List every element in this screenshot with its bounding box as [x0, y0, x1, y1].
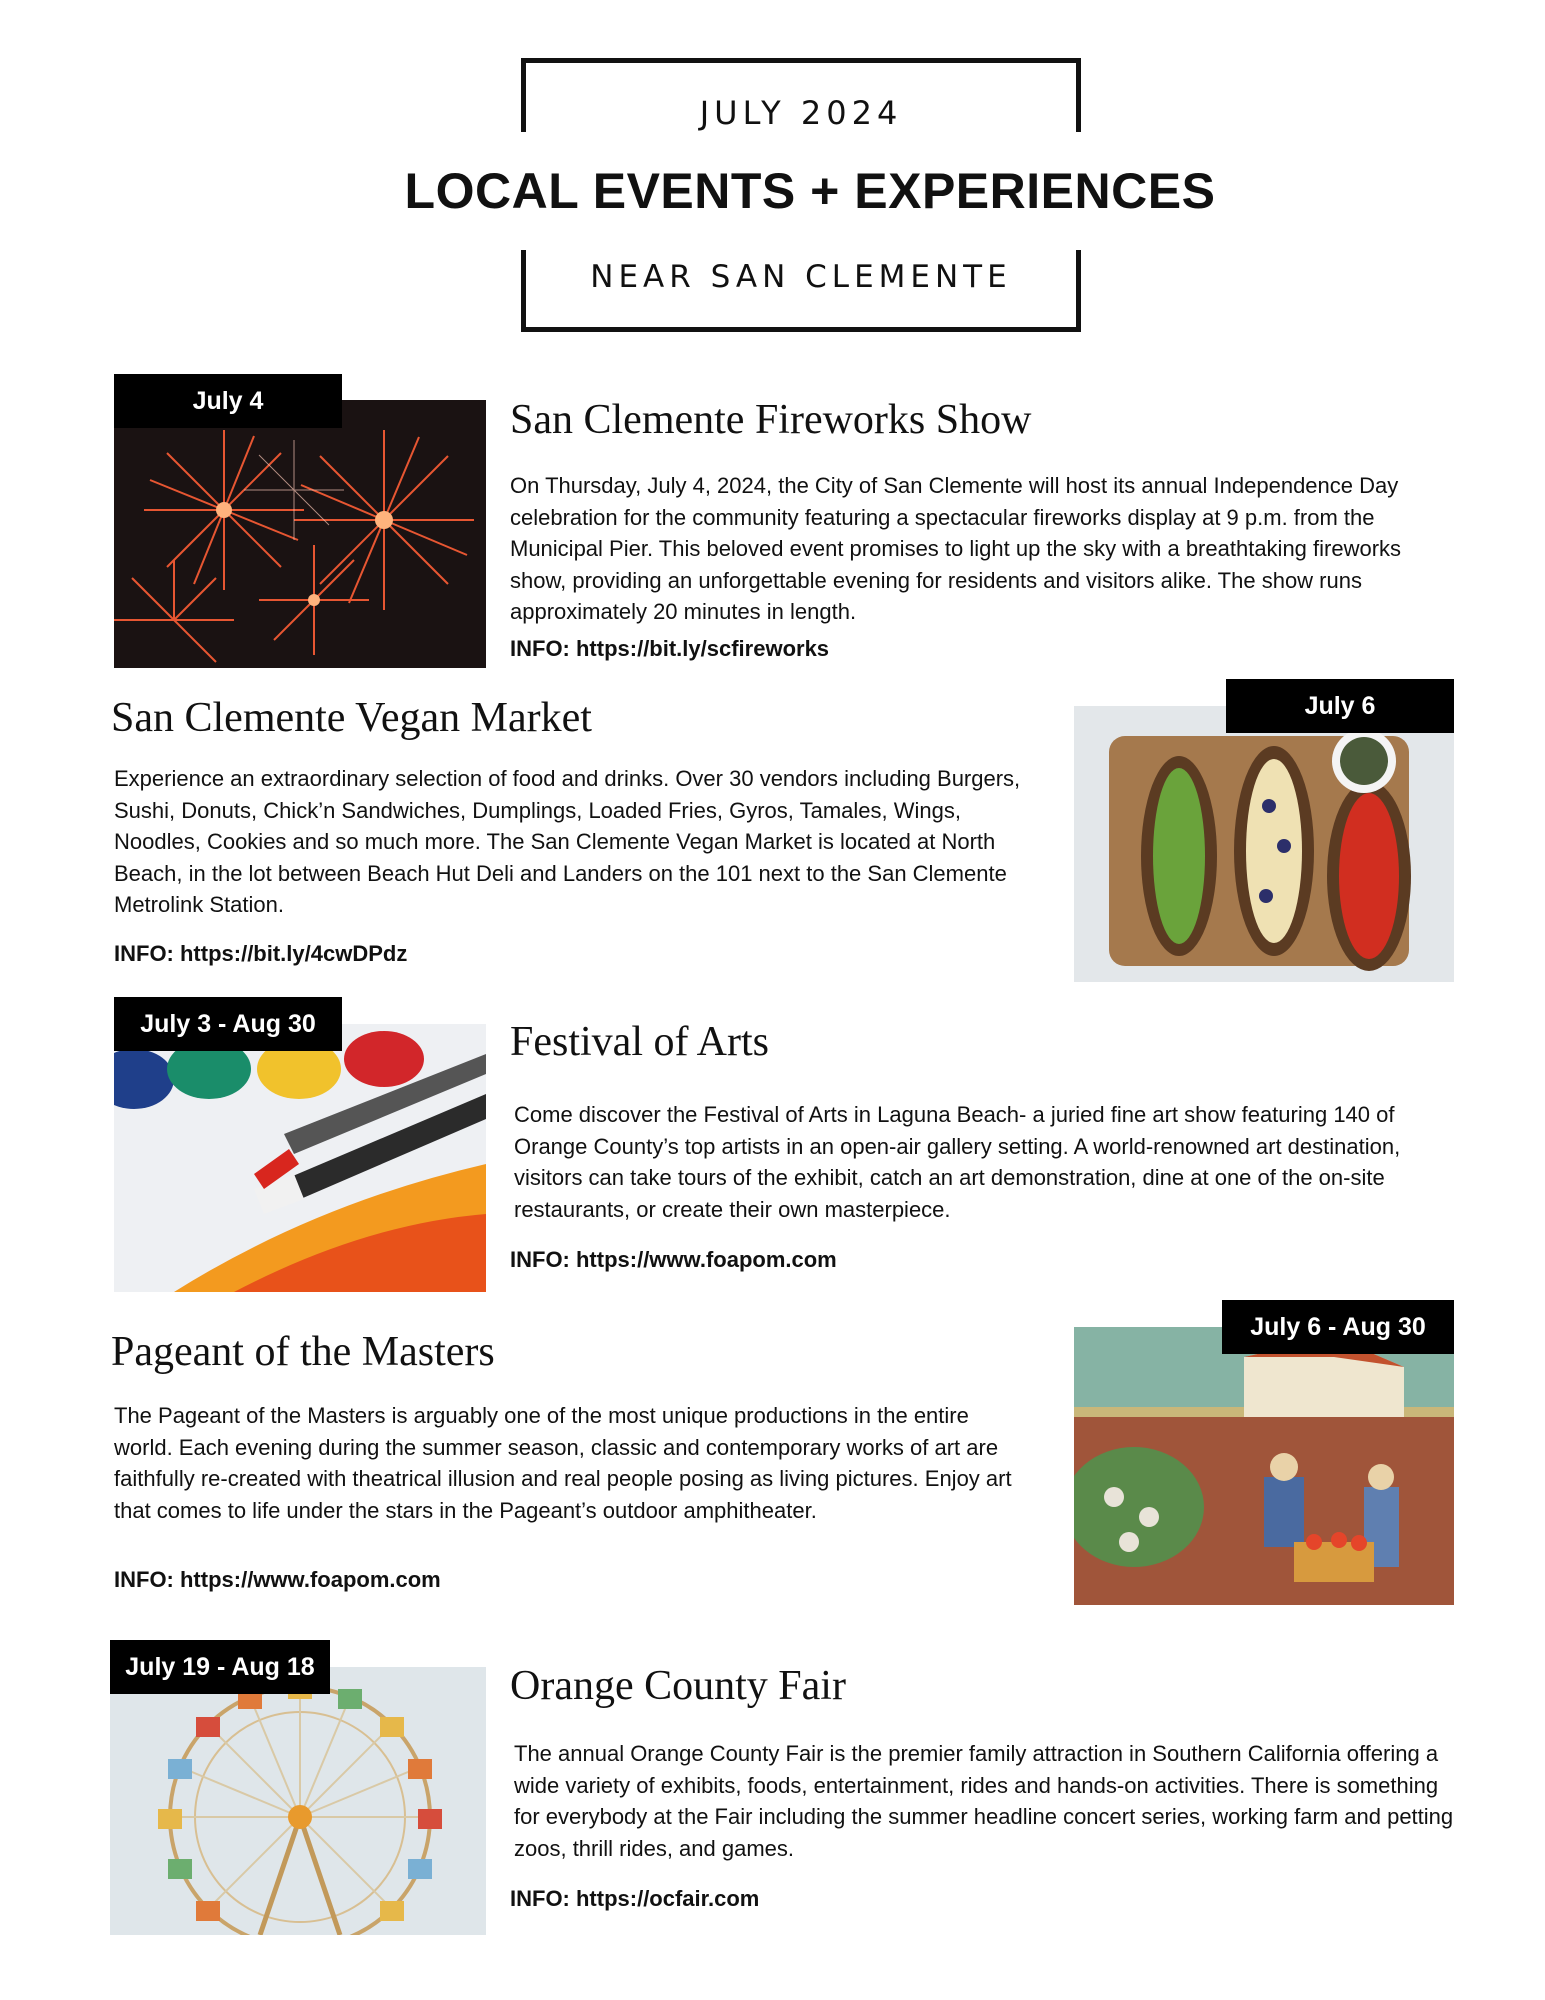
event-title: Pageant of the Masters	[111, 1329, 495, 1375]
event-description: On Thursday, July 4, 2024, the City of San Clemente will host its annual Independence Day celebration for the community featuring a spectacular fireworks display at 9 p.m. from the Municipal Pier. This beloved event promises to light up the sky with a breathtaking fireworks show, providing an unforgettable evening for residents and visitors alike. The show runs approximately 20 minutes in length.	[510, 473, 1402, 624]
event-title: Festival of Arts	[510, 1019, 769, 1065]
event-info-link[interactable]: INFO: https://bit.ly/4cwDPdz	[114, 941, 408, 966]
date-tag: July 4	[114, 374, 342, 428]
date-tag: July 6 - Aug 30	[1222, 1300, 1454, 1354]
fireworks-image	[114, 400, 486, 668]
paintbrush-image	[114, 1024, 486, 1292]
header-subtitle: NEAR SAN CLEMENTE	[590, 259, 1012, 295]
event-info-link[interactable]: INFO: https://www.foapom.com	[114, 1567, 441, 1592]
event-description: The annual Orange County Fair is the premier family attraction in Southern California offering a wide variety of exhibits, foods, entertainment, rides and hands-on activities. There is something for everybody at the Fair including the summer headline concert series, working farm and petting zoos, thrill rides, and games.	[514, 1741, 1454, 1861]
event-info-link[interactable]: INFO: https://bit.ly/scfireworks	[510, 636, 830, 661]
vegan-food-image	[1074, 706, 1454, 982]
painting-image	[1074, 1327, 1454, 1605]
date-tag: July 6	[1226, 679, 1454, 733]
event-title: San Clemente Vegan Market	[111, 695, 592, 741]
ferris-wheel-image	[110, 1667, 486, 1935]
date-tag: July 3 - Aug 30	[114, 997, 342, 1051]
date-tag: July 19 - Aug 18	[110, 1640, 330, 1694]
event-info-link[interactable]: INFO: https://ocfair.com	[510, 1886, 760, 1911]
event-description: The Pageant of the Masters is arguably one of the most unique productions in the entire world. Each evening during the summer season, classic and contemporary works of art are faithfully re-created with theatrical illusion and real people posing as living pictures. Enjoy art that comes to life under the stars in the Pageant’s outdoor amphitheater.	[114, 1403, 1012, 1523]
event-info-link[interactable]: INFO: https://www.foapom.com	[510, 1247, 837, 1272]
page-title: LOCAL EVENTS + EXPERIENCES	[404, 163, 1216, 219]
header-month: JULY 2024	[699, 94, 903, 132]
event-description: Come discover the Festival of Arts in Laguna Beach- a juried fine art show featuring 140 of Orange County’s top artists in an open-air gallery setting. A world-renowned art destination, visitors can take tours of the exhibit, catch an art demonstration, dine at one of the on-site restaurants, or create their own masterpiece.	[514, 1102, 1401, 1222]
event-title: San Clemente Fireworks Show	[510, 397, 1032, 443]
event-title: Orange County Fair	[510, 1663, 846, 1709]
event-description: Experience an extraordinary selection of food and drinks. Over 30 vendors including Burgers, Sushi, Donuts, Chick’n Sandwiches, Dumplings, Loaded Fries, Gyros, Tamales, Wings, Noodles, Cookies and so much more. The San Clemente Vegan Market is located at North Beach, in the lot between Beach Hut Deli and Landers on the 101 next to the San Clemente Metrolink Station.	[114, 766, 1021, 917]
